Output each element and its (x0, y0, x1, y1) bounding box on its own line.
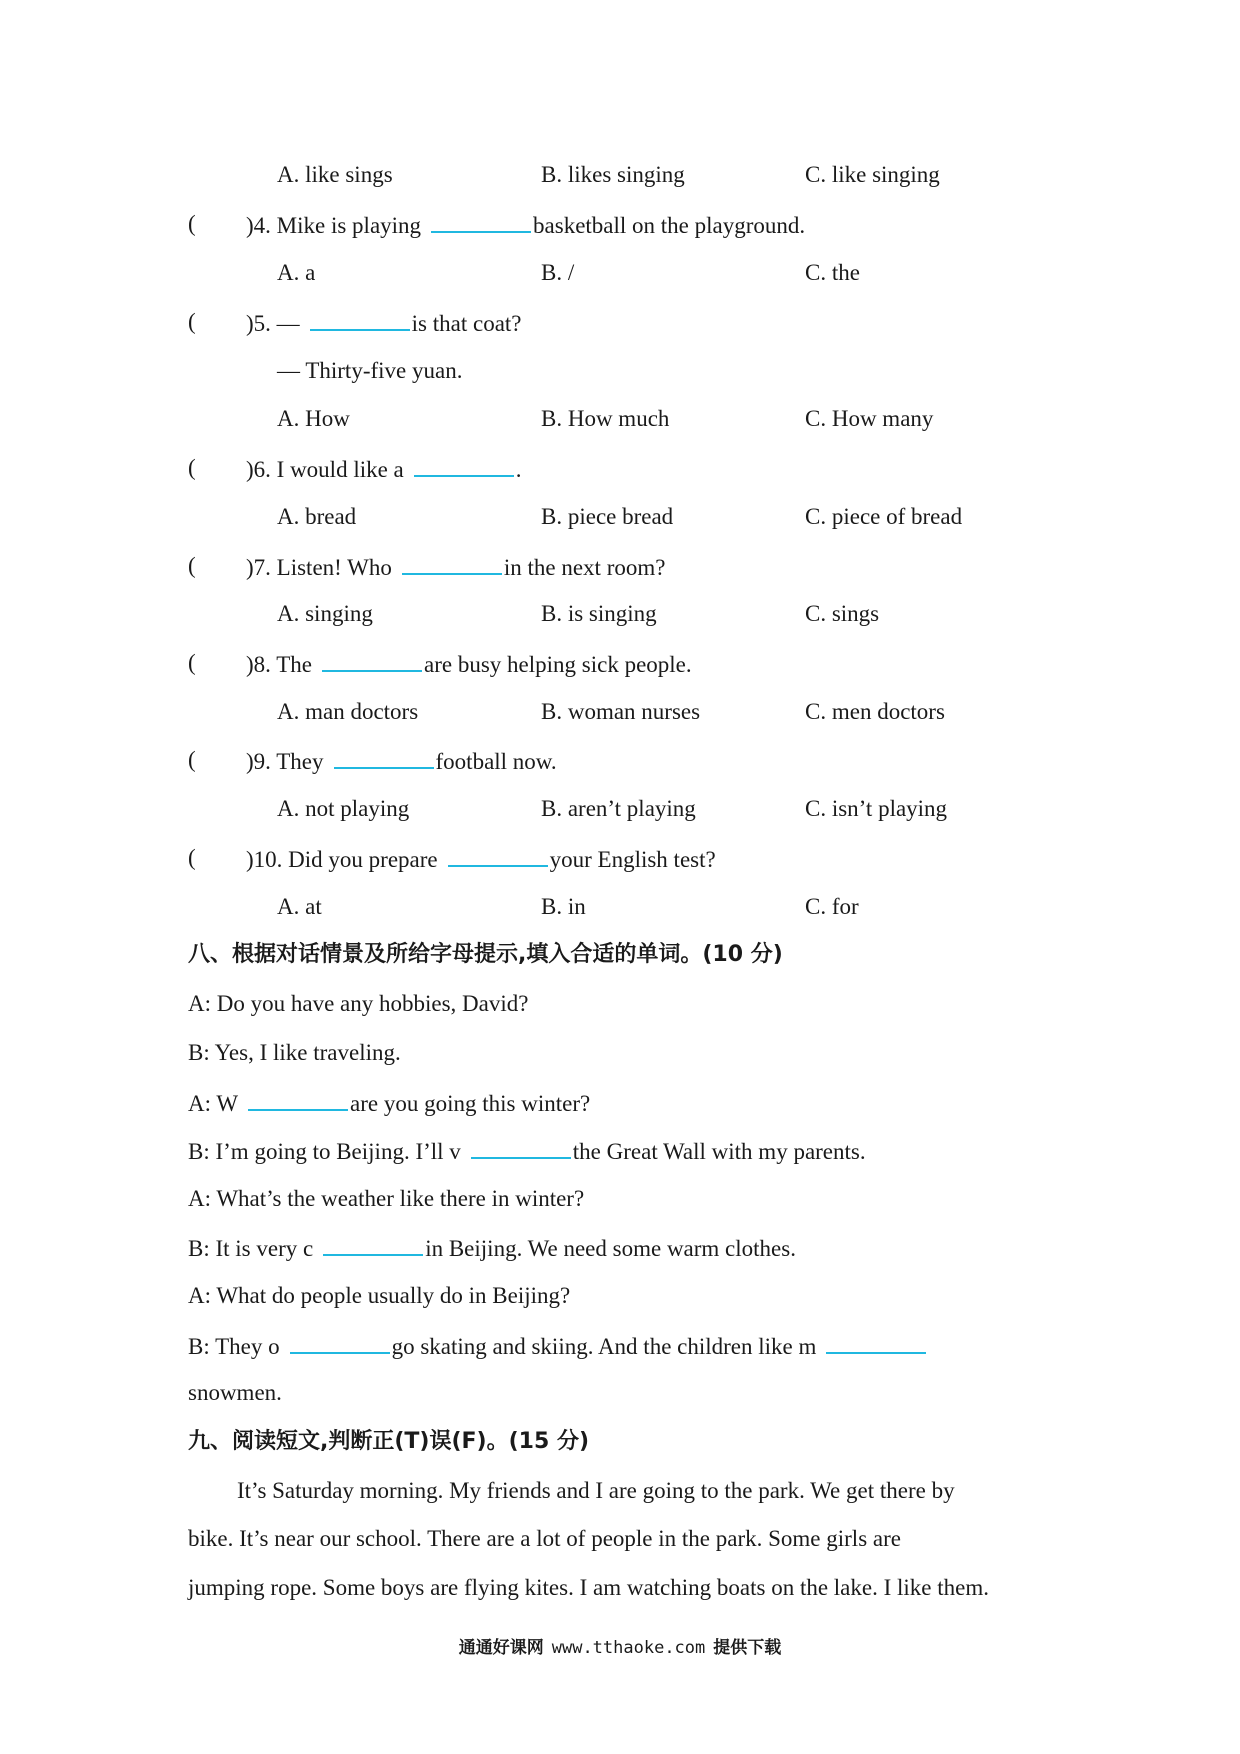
answer-paren: ( (188, 650, 196, 675)
answer-paren: ( (188, 553, 196, 578)
option-b: B. in (541, 894, 586, 919)
dialogue-line (188, 1330, 928, 1362)
answer-blank[interactable] (414, 453, 514, 477)
answer-paren: ( (188, 309, 196, 334)
answer-paren: ( (188, 455, 196, 480)
answer-blank[interactable] (310, 307, 410, 331)
question-9 (246, 745, 557, 777)
answer-blank[interactable] (448, 843, 548, 867)
footer-url[interactable]: www.tthaoke.com (551, 1638, 706, 1658)
dialogue-text: B: I’m going to Beijing. I’ll v (188, 1139, 461, 1164)
option-b: B. likes singing (541, 162, 685, 187)
option-a: A. man doctors (277, 699, 419, 724)
question-stem: )5. — (246, 311, 300, 336)
option-c: C. How many (805, 406, 934, 431)
dialogue-line: A: What’s the weather like there in winter? (188, 1186, 585, 1211)
option-a: A. not playing (277, 796, 410, 821)
answer-paren: ( (188, 211, 196, 236)
dialogue-line: A: What do people usually do in Beijing? (188, 1283, 571, 1308)
question-rest: are busy helping sick people. (424, 652, 692, 677)
answer-blank[interactable] (402, 551, 502, 575)
section-8-title: 八、根据对话情景及所给字母提示,填入合适的单词。(10 分) (188, 942, 783, 967)
footer-suffix: 提供下载 (713, 1638, 782, 1658)
passage-line: jumping rope. Some boys are flying kites. I am watching boats on the lake. I like them. (188, 1575, 989, 1600)
option-c: C. men doctors (805, 699, 945, 724)
passage-line: bike. It’s near our school. There are a lot of people in the park. Some girls are (188, 1526, 901, 1551)
option-b: B. / (541, 260, 575, 285)
option-a: A. a (277, 260, 316, 285)
question-rest: football now. (435, 749, 557, 774)
option-c: C. like singing (805, 162, 940, 187)
option-a: A. singing (277, 601, 373, 626)
question-rest: basketball on the playground. (533, 213, 806, 238)
question-stem: )10. Did you prepare (246, 847, 438, 872)
answer-paren: ( (188, 845, 196, 870)
question-stem: )6. I would like a (246, 457, 404, 482)
option-b: B. How much (541, 406, 670, 431)
option-c: C. the (805, 260, 860, 285)
option-a: A. at (277, 894, 322, 919)
answer-blank[interactable] (290, 1330, 390, 1354)
option-c: C. piece of bread (805, 504, 963, 529)
question-stem: )7. Listen! Who (246, 555, 392, 580)
question-rest: your English test? (549, 847, 716, 872)
passage-line: It’s Saturday morning. My friends and I are going to the park. We get there by (237, 1478, 955, 1503)
answer-blank[interactable] (826, 1330, 926, 1354)
footer (0, 1636, 1240, 1660)
footer-site-name: 通通好课网 (458, 1638, 544, 1658)
dialogue-reply: — Thirty-five yuan. (277, 358, 463, 383)
dialogue-text: A: W (188, 1091, 239, 1116)
option-b: B. woman nurses (541, 699, 701, 724)
option-b: B. is singing (541, 601, 657, 626)
dialogue-text: B: It is very c (188, 1236, 314, 1261)
question-6 (246, 453, 522, 485)
question-stem: )4. Mike is playing (246, 213, 422, 238)
answer-blank[interactable] (334, 745, 434, 769)
question-10 (246, 843, 716, 875)
question-7 (246, 551, 665, 583)
answer-blank[interactable] (471, 1135, 571, 1159)
dialogue-text: in Beijing. We need some warm clothes. (425, 1236, 796, 1261)
option-c: C. isn’t playing (805, 796, 948, 821)
section-9-title: 九、阅读短文,判断正(T)误(F)。(15 分) (188, 1429, 589, 1454)
dialogue-text: are you going this winter? (350, 1091, 591, 1116)
dialogue-text: the Great Wall with my parents. (572, 1139, 866, 1164)
dialogue-text: go skating and skiing. And the children like m (391, 1334, 817, 1359)
answer-blank[interactable] (323, 1232, 423, 1256)
question-rest: . (515, 457, 522, 482)
question-5 (246, 307, 522, 339)
question-8 (246, 648, 692, 680)
dialogue-text: B: They o (188, 1334, 280, 1359)
dialogue-line: A: Do you have any hobbies, David? (188, 991, 529, 1016)
option-b: B. aren’t playing (541, 796, 696, 821)
question-rest: is that coat? (411, 311, 522, 336)
option-a: A. How (277, 406, 350, 431)
answer-blank[interactable] (431, 209, 531, 233)
dialogue-line: snowmen. (188, 1380, 282, 1405)
option-a: A. like sings (277, 162, 393, 187)
dialogue-line (188, 1232, 796, 1264)
question-stem: )9. They (246, 749, 324, 774)
dialogue-line (188, 1087, 590, 1119)
dialogue-line (188, 1135, 866, 1167)
question-stem: )8. The (246, 652, 313, 677)
option-a: A. bread (277, 504, 357, 529)
option-b: B. piece bread (541, 504, 674, 529)
answer-blank[interactable] (322, 648, 422, 672)
option-c: C. for (805, 894, 859, 919)
question-rest: in the next room? (503, 555, 666, 580)
answer-paren: ( (188, 747, 196, 772)
option-c: C. sings (805, 601, 880, 626)
question-4 (246, 209, 805, 241)
dialogue-line: B: Yes, I like traveling. (188, 1040, 401, 1065)
answer-blank[interactable] (248, 1087, 348, 1111)
